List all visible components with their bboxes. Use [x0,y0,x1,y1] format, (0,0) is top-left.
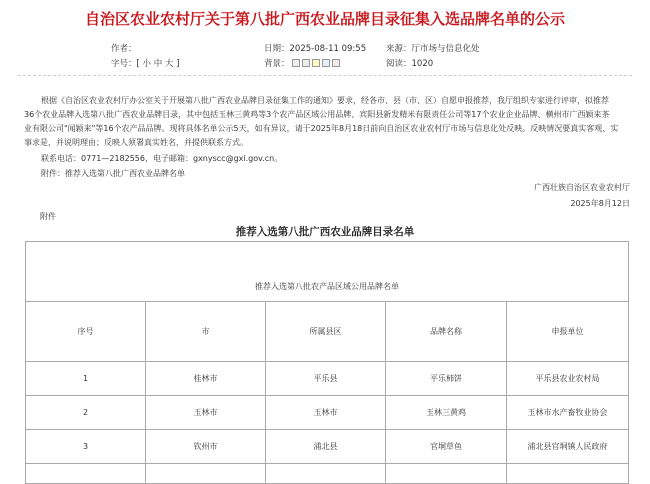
background-swatch-3[interactable] [312,59,320,67]
brand-table [25,241,629,484]
cell-brand: 玉林三黄鸡 [386,396,507,430]
table-row [26,430,629,464]
table-title-row [26,242,629,272]
table-header-row [26,302,629,362]
cell-index: 1 [26,362,146,396]
attachment-label: 附件 [40,212,56,221]
table-section-label: 推荐入选第八批农产品区域公用品牌名单 [26,272,629,302]
header-county: 所属县区 [266,302,386,362]
table-section-row [26,272,629,302]
cell-brand: 官垌草鱼 [386,430,507,464]
cell-county: 浦北县 [266,430,386,464]
cell-empty [26,464,146,484]
cell-unit: 浦北县官垌镇人民政府 [507,430,629,464]
cell-city: 桂林市 [146,362,266,396]
background-swatches [292,59,342,69]
table-section-title [26,242,629,272]
font-size-selector[interactable]: 字号：[ 小 中 大 ] [111,59,180,69]
background-swatch-4[interactable] [322,59,330,67]
cell-empty [146,464,266,484]
cell-unit: 玉林市水产畜牧业协会 [507,396,629,430]
body-line-1: 根据《自治区农业农村厅办公室关于开展第八批广西农业品牌目录征集工作的通知》要求，经各市、县（市、区）自愿申报推荐，我厅组织专家进行评审，拟推荐 [41,96,609,105]
body-line-2: 36个农业品牌入选第八批广西农业品牌目录，其中包括玉林三黄鸡等3个农产品区域公用品牌、宾阳县新发精米有限责任公司等17个农业企业品牌、横州市广西颖来茶 [24,110,610,119]
meta-divider [18,75,632,76]
cell-index: 2 [26,396,146,430]
cell-empty [266,464,386,484]
header-brand: 品牌名称 [386,302,507,362]
page-title: 自治区农业农村厅关于第八批广西农业品牌目录征集入选品牌名单的公示 [84,10,565,28]
cell-county: 玉林市 [266,396,386,430]
cell-county: 平乐县 [266,362,386,396]
table-row [26,396,629,430]
publish-date: 日期：2025-08-11 09:55 [264,44,367,54]
header-unit: 申报单位 [507,302,629,362]
table-row [26,464,629,484]
cell-empty [386,464,507,484]
cell-city: 钦州市 [146,430,266,464]
cell-city: 玉林市 [146,396,266,430]
cell-index: 3 [26,430,146,464]
header-index: 序号 [26,302,146,362]
background-label: 背景： [264,59,290,69]
background-swatch-5[interactable] [332,59,340,67]
body-line-3: 业有限公司"闻颖来"等16个农产品品牌。现将具体名单公示5天，如有异议，请于2025年8月18日前向自治区农业农村厅市场与信息化处反映。反映情况要真实客观、实 [24,124,619,133]
signature-org: 广西壮族自治区农业农村厅 [534,183,630,192]
attachment-line: 附件：推荐入选第八批广西农业品牌名单 [41,169,185,178]
background-swatch-2[interactable] [302,59,310,67]
body-line-4: 事求是，并说明理由；反映人须署真实姓名，并提供联系方式。 [24,138,248,147]
cell-brand: 平乐柿饼 [386,362,507,396]
view-count: 阅读：1020 [386,59,434,69]
cell-empty [507,464,629,484]
cell-unit: 平乐县农业农村局 [507,362,629,396]
background-selector [264,57,342,69]
table-row [26,362,629,396]
contact-line: 联系电话：0771—2182556，电子邮箱：gxnyscc@gxi.gov.cn。 [41,154,283,163]
author-label: 作者： [111,44,137,54]
background-swatch-1[interactable] [292,59,300,67]
header-city: 市 [146,302,266,362]
source: 来源：厅市场与信息化处 [386,44,480,54]
table-title: 推荐入选第八批广西农业品牌目录名单 [235,226,415,238]
signature-date: 2025年8月12日 [570,199,630,208]
